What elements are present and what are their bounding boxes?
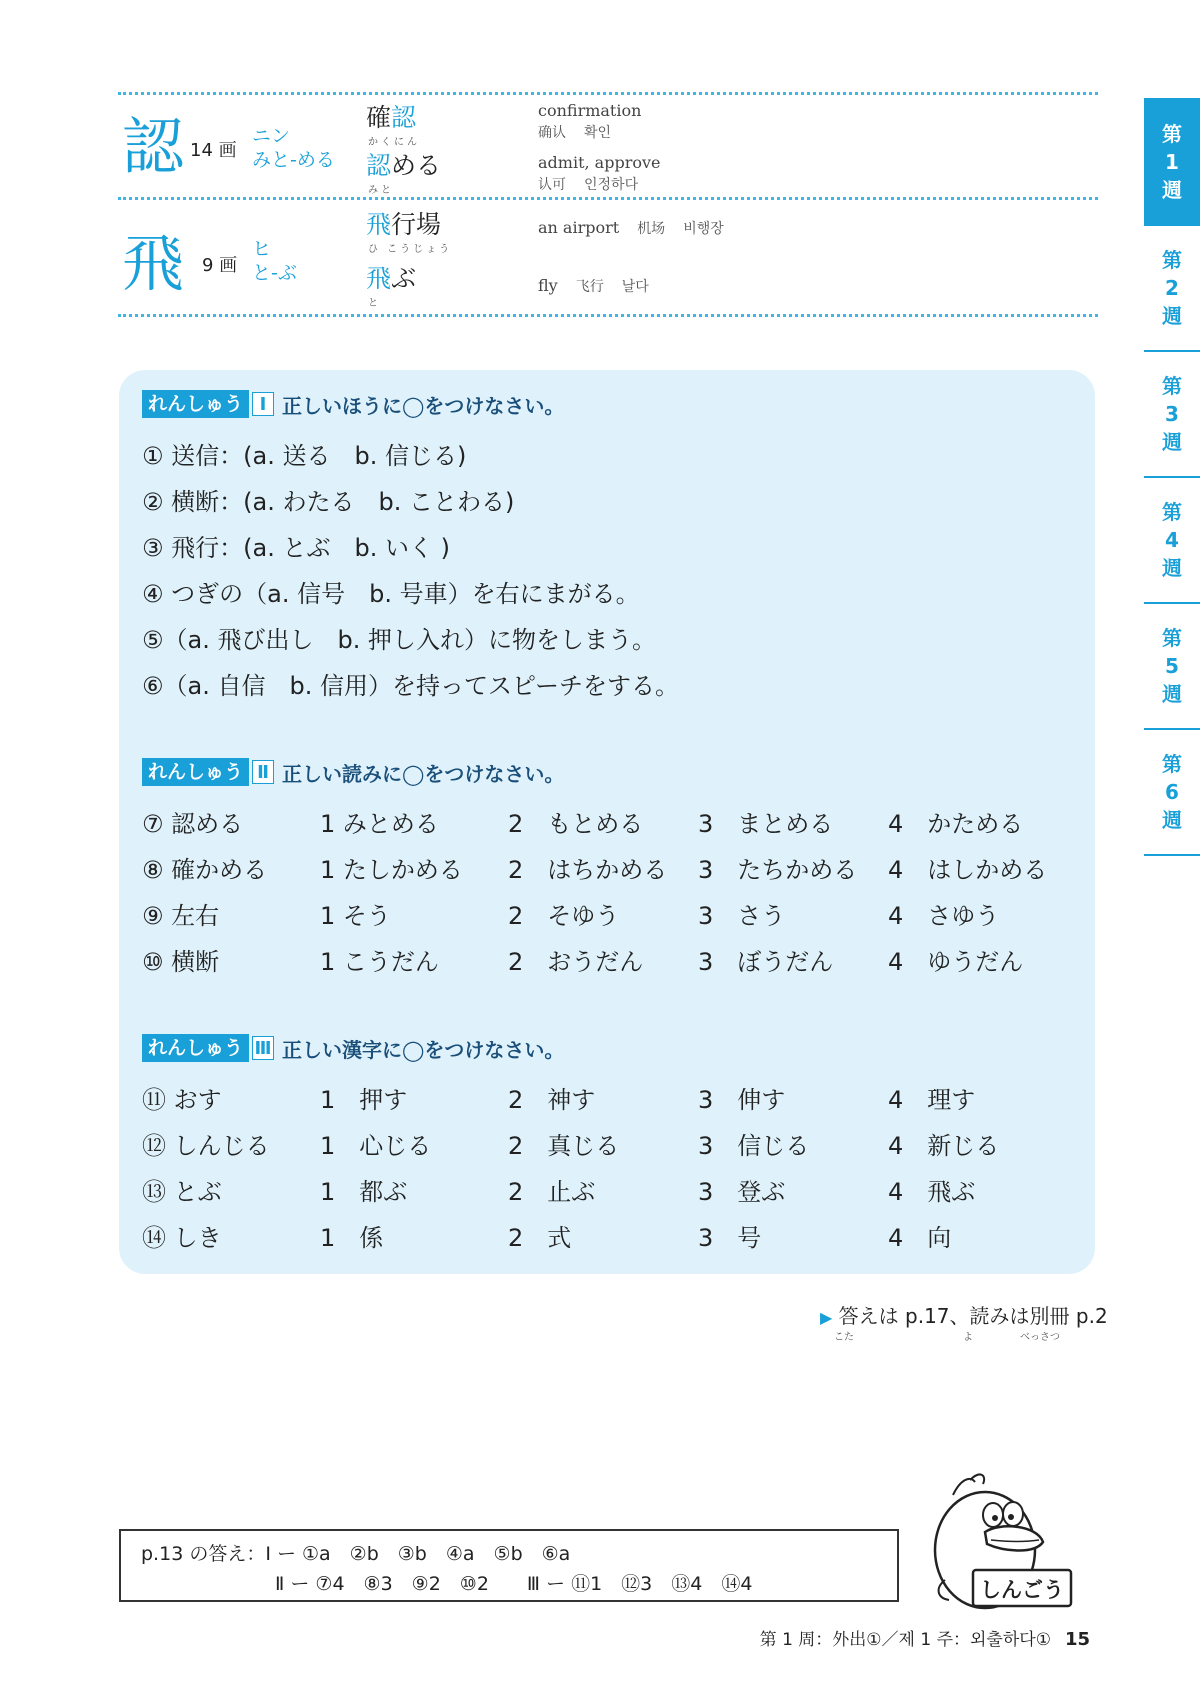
choice-2[interactable]: 2 式 bbox=[508, 1224, 572, 1252]
section-number: Ⅰ bbox=[252, 392, 274, 416]
question-item[interactable]: ① 送信：(a. 送る b. 信じる) bbox=[142, 442, 467, 470]
question-item[interactable]: ⑥（a. 自信 b. 信用）を持ってスピーチをする。 bbox=[142, 672, 680, 700]
choice-2[interactable]: 2 はちかめる bbox=[508, 856, 668, 884]
choice-row bbox=[142, 850, 1082, 882]
stroke-count: 14 画 bbox=[190, 140, 237, 161]
triangle-right-icon: ▶ bbox=[820, 1308, 833, 1327]
renshuu-tag: れんしゅう bbox=[142, 758, 249, 786]
kanji-entry bbox=[118, 205, 1098, 310]
choice-row bbox=[142, 896, 1082, 928]
vocab-meaning: fly 飞行 날다 bbox=[538, 276, 649, 295]
choice-3[interactable]: 3 さう bbox=[698, 902, 786, 930]
choice-4[interactable]: 4 かためる bbox=[888, 810, 1024, 838]
previous-answers-line-1: p.13 の答え：Ⅰ ー ①a ②b ③b ④a ⑤b ⑥a bbox=[141, 1543, 571, 1565]
previous-answers-box bbox=[119, 1529, 899, 1602]
tab-week-6[interactable]: 第 6 週 bbox=[1144, 730, 1200, 856]
choice-1[interactable]: 1 そう bbox=[320, 902, 391, 930]
question-label: ⑪ おす bbox=[142, 1086, 222, 1114]
choice-row bbox=[142, 1080, 1082, 1112]
kanji-character: 飛 bbox=[122, 227, 185, 300]
choice-1[interactable]: 1 押す bbox=[320, 1086, 408, 1114]
vocab-word: 飛ぶ bbox=[366, 264, 417, 293]
furigana: かくにん bbox=[368, 137, 420, 148]
kanji-entry bbox=[118, 100, 1098, 195]
question-label: ⑩ 横断 bbox=[142, 948, 220, 976]
choice-row bbox=[142, 1218, 1082, 1250]
choice-4[interactable]: 4 理す bbox=[888, 1086, 976, 1114]
dotted-divider bbox=[118, 197, 1098, 200]
previous-answers-line-2: Ⅱ ー ⑦4 ⑧3 ⑨2 ⑩2 Ⅲ ー ⑪1 ⑫3 ⑬4 ⑭4 bbox=[275, 1573, 753, 1595]
choice-2[interactable]: 2 おうだん bbox=[508, 948, 644, 976]
question-label: ⑨ 左右 bbox=[142, 902, 220, 930]
page-number: 15 bbox=[1064, 1629, 1090, 1650]
question-label: ⑫ しんじる bbox=[142, 1132, 270, 1160]
tab-week-3[interactable]: 第 3 週 bbox=[1144, 352, 1200, 478]
stroke-count: 9 画 bbox=[202, 255, 238, 276]
tab-week-5[interactable]: 第 5 週 bbox=[1144, 604, 1200, 730]
kanji-character: 認 bbox=[122, 110, 185, 183]
vocab-meaning: an airport 机场 비행장 bbox=[538, 218, 724, 237]
answers-reference bbox=[820, 1300, 1108, 1329]
vocab-word: 認める bbox=[366, 151, 442, 180]
onyomi: ヒ bbox=[252, 238, 272, 260]
choice-1[interactable]: 1 たしかめる bbox=[320, 856, 463, 884]
choice-1[interactable]: 1 係 bbox=[320, 1224, 384, 1252]
tab-week-1[interactable]: 第 1 週 bbox=[1144, 98, 1200, 226]
kanji-readings bbox=[252, 237, 297, 285]
answers-reference-text: 答えは p.17、読みは別冊 p.2 bbox=[838, 1304, 1108, 1328]
section-instruction: 正しい読みに◯をつけなさい。 bbox=[282, 761, 565, 786]
choice-row bbox=[142, 804, 1082, 836]
section-header bbox=[142, 390, 564, 418]
tab-week-2[interactable]: 第 2 週 bbox=[1144, 226, 1200, 352]
question-label: ⑧ 確かめる bbox=[142, 856, 268, 884]
mascot-label: しんごう bbox=[980, 1578, 1064, 1602]
furigana: と bbox=[368, 298, 381, 309]
choice-row bbox=[142, 1172, 1082, 1204]
vocab-word: 確認 bbox=[366, 103, 417, 132]
renshuu-tag: れんしゅう bbox=[142, 1034, 249, 1062]
choice-2[interactable]: 2 もとめる bbox=[508, 810, 644, 838]
choice-4[interactable]: 4 はしかめる bbox=[888, 856, 1048, 884]
week-tabs bbox=[1144, 98, 1200, 856]
question-label: ⑭ しき bbox=[142, 1224, 222, 1252]
question-item[interactable]: ④ つぎの（a. 信号 b. 号車）を右にまがる。 bbox=[142, 580, 640, 608]
choice-1[interactable]: 1 心じる bbox=[320, 1132, 432, 1160]
choice-2[interactable]: 2 神す bbox=[508, 1086, 596, 1114]
section-number: Ⅱ bbox=[252, 760, 274, 784]
question-item[interactable]: ③ 飛行：(a. とぶ b. いく ) bbox=[142, 534, 450, 562]
choice-2[interactable]: 2 真じる bbox=[508, 1132, 620, 1160]
section-instruction: 正しい漢字に◯をつけなさい。 bbox=[282, 1037, 565, 1062]
choice-3[interactable]: 3 号 bbox=[698, 1224, 762, 1252]
choice-4[interactable]: 4 新じる bbox=[888, 1132, 1000, 1160]
vocab-meaning: admit, approve 认可 인정하다 bbox=[538, 153, 661, 193]
choice-3[interactable]: 3 まとめる bbox=[698, 810, 834, 838]
choice-1[interactable]: 1 都ぶ bbox=[320, 1178, 408, 1206]
question-label: ⑬ とぶ bbox=[142, 1178, 222, 1206]
furigana: こた bbox=[834, 1332, 854, 1343]
choice-4[interactable]: 4 飛ぶ bbox=[888, 1178, 976, 1206]
choice-4[interactable]: 4 ゆうだん bbox=[888, 948, 1024, 976]
choice-1[interactable]: 1 みとめる bbox=[320, 810, 439, 838]
choice-2[interactable]: 2 そゆう bbox=[508, 902, 620, 930]
choice-2[interactable]: 2 止ぶ bbox=[508, 1178, 596, 1206]
kunyomi: と-ぶ bbox=[252, 262, 297, 284]
choice-row bbox=[142, 942, 1082, 974]
choice-3[interactable]: 3 伸す bbox=[698, 1086, 786, 1114]
tab-week-4[interactable]: 第 4 週 bbox=[1144, 478, 1200, 604]
dotted-divider bbox=[118, 314, 1098, 317]
choice-3[interactable]: 3 信じる bbox=[698, 1132, 810, 1160]
footer-text: 第 1 周：外出①／제 1 주：외출하다① bbox=[759, 1630, 1051, 1650]
question-label: ⑦ 認める bbox=[142, 810, 244, 838]
question-item[interactable]: ② 横断：(a. わたる b. ことわる) bbox=[142, 488, 515, 516]
furigana: よ bbox=[963, 1332, 973, 1343]
choice-4[interactable]: 4 さゆう bbox=[888, 902, 1000, 930]
section-number: Ⅲ bbox=[252, 1036, 274, 1060]
vocab-meaning: confirmation 确认 확인 bbox=[538, 101, 642, 141]
choice-1[interactable]: 1 こうだん bbox=[320, 948, 439, 976]
choice-row bbox=[142, 1126, 1082, 1158]
furigana: ひ こうじょう bbox=[368, 244, 453, 255]
choice-3[interactable]: 3 ぼうだん bbox=[698, 948, 834, 976]
kunyomi: みと-める bbox=[252, 149, 335, 171]
section-header bbox=[142, 758, 564, 786]
furigana: べっさつ bbox=[1020, 1332, 1060, 1343]
kanji-readings bbox=[252, 124, 335, 172]
question-item[interactable]: ⑤（a. 飛び出し b. 押し入れ）に物をしまう。 bbox=[142, 626, 656, 654]
page-footer bbox=[760, 1625, 1090, 1650]
choice-3[interactable]: 3 登ぶ bbox=[698, 1178, 786, 1206]
dotted-divider bbox=[118, 92, 1098, 95]
renshuu-tag: れんしゅう bbox=[142, 390, 249, 418]
choice-4[interactable]: 4 向 bbox=[888, 1224, 952, 1252]
choice-3[interactable]: 3 たちかめる bbox=[698, 856, 858, 884]
furigana: みと bbox=[368, 185, 394, 196]
vocab-word: 飛行場 bbox=[366, 210, 442, 239]
section-header bbox=[142, 1034, 564, 1062]
onyomi: ニン bbox=[252, 125, 291, 147]
section-instruction: 正しいほうに◯をつけなさい。 bbox=[282, 393, 565, 418]
